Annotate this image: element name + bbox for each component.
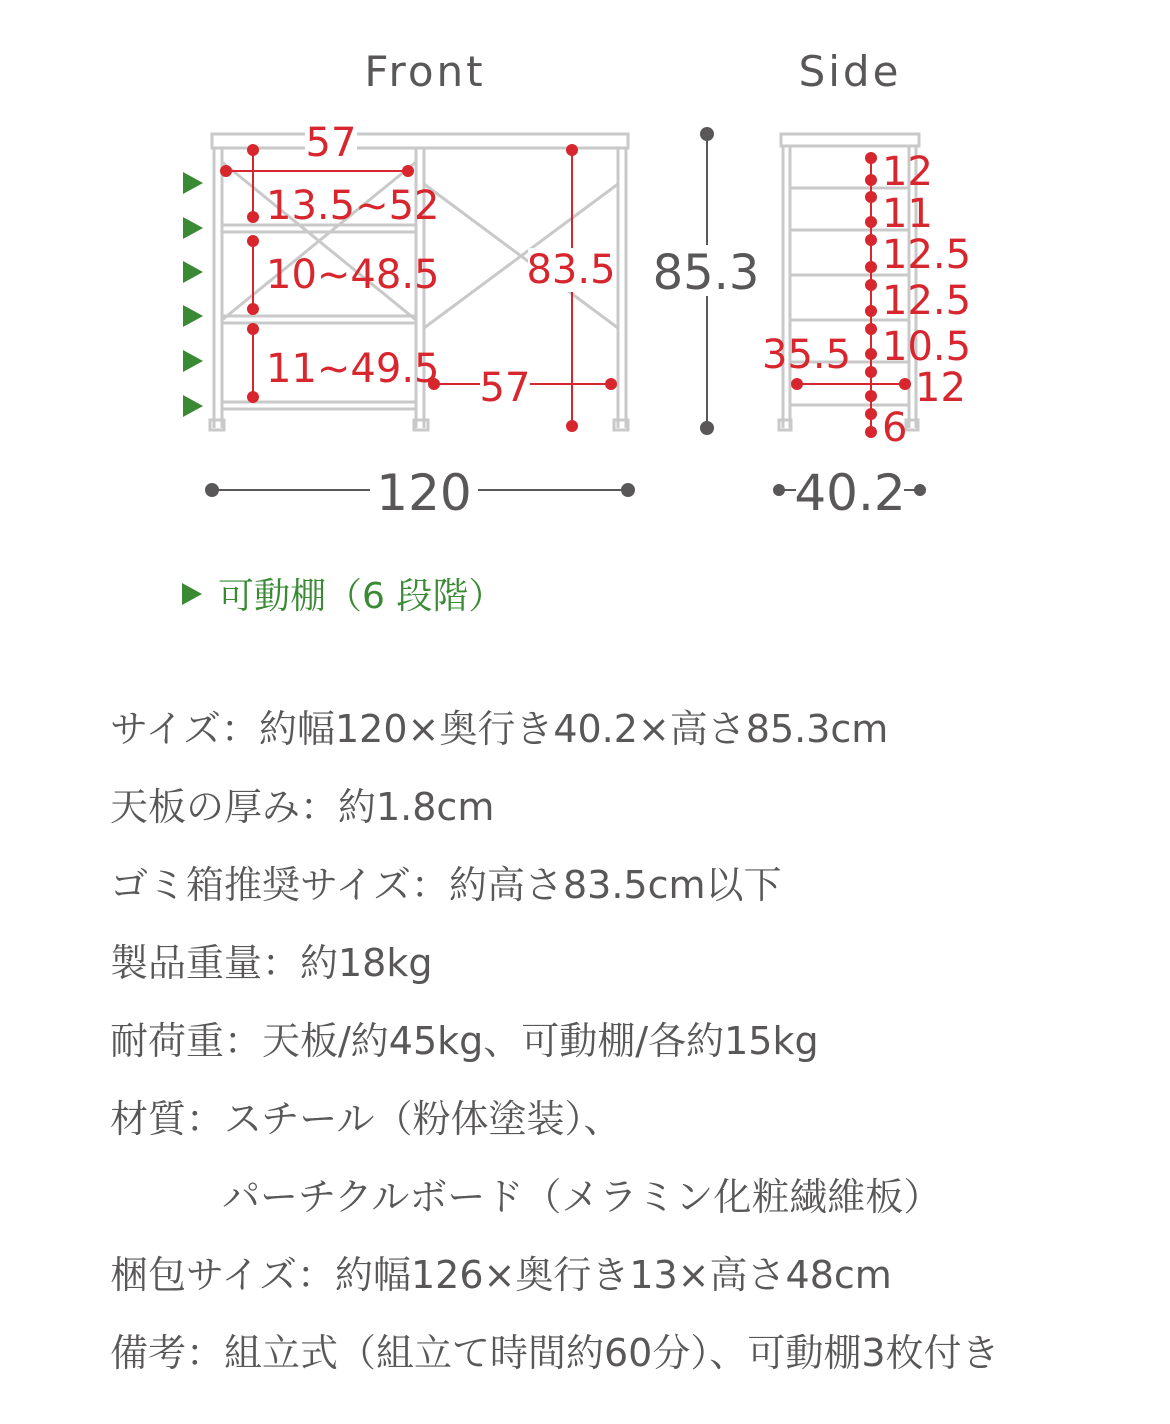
spec-recommended-bin-size: ゴミ箱推奨サイズ：約高さ83.5cm以下 bbox=[110, 863, 782, 907]
spec-notes: 備考：組立式（組立て時間約60分）、可動棚3枚付き bbox=[110, 1331, 1000, 1375]
side-title: Side bbox=[798, 47, 902, 96]
shelf-marker-icon bbox=[183, 350, 203, 372]
shelf-marker-icon bbox=[183, 305, 203, 327]
overall-width-label: 120 bbox=[376, 464, 472, 522]
side-gap-label-7: 6 bbox=[882, 405, 908, 451]
shelf-marker-icon bbox=[183, 172, 203, 194]
front-middle-range-label: 10~48.5 bbox=[266, 252, 440, 298]
overall-depth-label: 40.2 bbox=[794, 464, 906, 522]
front-top-width-label: 57 bbox=[305, 120, 357, 166]
spec-load-capacity: 耐荷重：天板/約45kg、可動棚/各約15kg bbox=[110, 1019, 819, 1063]
spec-list bbox=[110, 690, 1150, 1392]
side-gap-label-4: 12.5 bbox=[882, 278, 972, 324]
shelf-marker-icon bbox=[183, 395, 203, 417]
legend-label: 可動棚（6 段階） bbox=[218, 576, 505, 617]
front-upper-range-label: 13.5~52 bbox=[266, 183, 440, 229]
overall-height-label: 85.3 bbox=[652, 245, 760, 301]
dimension-diagram bbox=[0, 0, 1170, 560]
side-inner-depth-label: 35.5 bbox=[762, 332, 852, 378]
shelf-marker-icon bbox=[183, 217, 203, 239]
spec-weight: 製品重量：約18kg bbox=[110, 941, 433, 985]
front-lower-range-label: 11~49.5 bbox=[266, 346, 440, 392]
movable-shelf-legend bbox=[182, 568, 504, 619]
side-gap-label-1: 12 bbox=[882, 149, 933, 195]
spec-size: サイズ：約幅120×奥行き40.2×高さ85.3cm bbox=[110, 707, 889, 751]
side-gap-label-5: 10.5 bbox=[882, 324, 972, 370]
front-right-height-label: 83.5 bbox=[526, 247, 616, 293]
shelf-markers bbox=[183, 172, 203, 417]
shelf-marker-icon bbox=[182, 583, 202, 605]
shelf-marker-icon bbox=[183, 261, 203, 283]
spec-top-thickness: 天板の厚み：約1.8cm bbox=[110, 785, 495, 829]
side-gap-label-6: 12 bbox=[915, 365, 966, 411]
spec-package-size: 梱包サイズ：約幅126×奥行き13×高さ48cm bbox=[110, 1253, 892, 1297]
spec-material-continued: パーチクルボード（メラミン化粧繊維板） bbox=[222, 1175, 942, 1219]
side-gap-label-3: 12.5 bbox=[882, 232, 972, 278]
spec-material: 材質：スチール（粉体塗装）、 bbox=[110, 1097, 622, 1141]
side-gap-label-2: 11 bbox=[882, 191, 933, 237]
front-title: Front bbox=[364, 47, 486, 96]
front-bottom-width-label: 57 bbox=[479, 365, 531, 411]
